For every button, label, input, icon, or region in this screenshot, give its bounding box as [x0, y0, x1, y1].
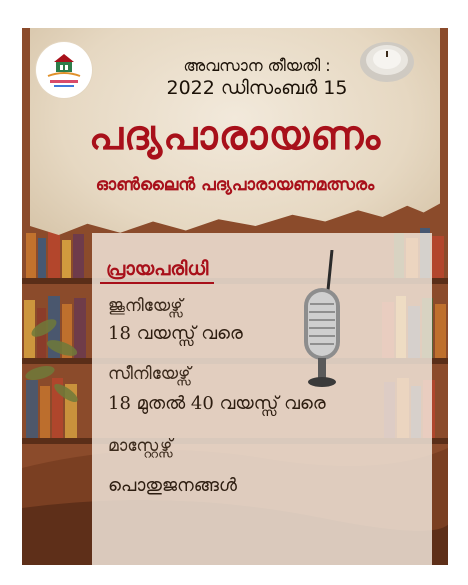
deadline-label: അവസാന തീയതി : [183, 56, 331, 75]
category-range-senior: 18 മുതൽ 40 വയസ്സ് വരെ [108, 393, 326, 414]
category-name-senior: സീനിയേഴ്സ് [108, 364, 191, 384]
category-range-masters: പൊതുജനങ്ങൾ [108, 475, 237, 496]
poster [22, 28, 448, 565]
subtitle: ഓൺലൈൻ പദ്യപാരായണമത്സരം [95, 175, 375, 195]
category-name-junior: ജൂനിയേഴ്സ് [108, 296, 183, 316]
deadline-date: 2022 ഡിസംബർ 15 [166, 77, 348, 99]
category-name-masters: മാസ്റ്റേഴ്സ് [108, 436, 173, 456]
book-festival-logo [36, 42, 92, 98]
age-limit-heading: പ്രായപരിധി [100, 256, 214, 284]
category-range-junior: 18 വയസ്സ് വരെ [108, 323, 243, 344]
microphone-icon [284, 250, 354, 390]
deadline [142, 56, 372, 100]
page-title: പദ്യപാരായണം [88, 113, 382, 159]
